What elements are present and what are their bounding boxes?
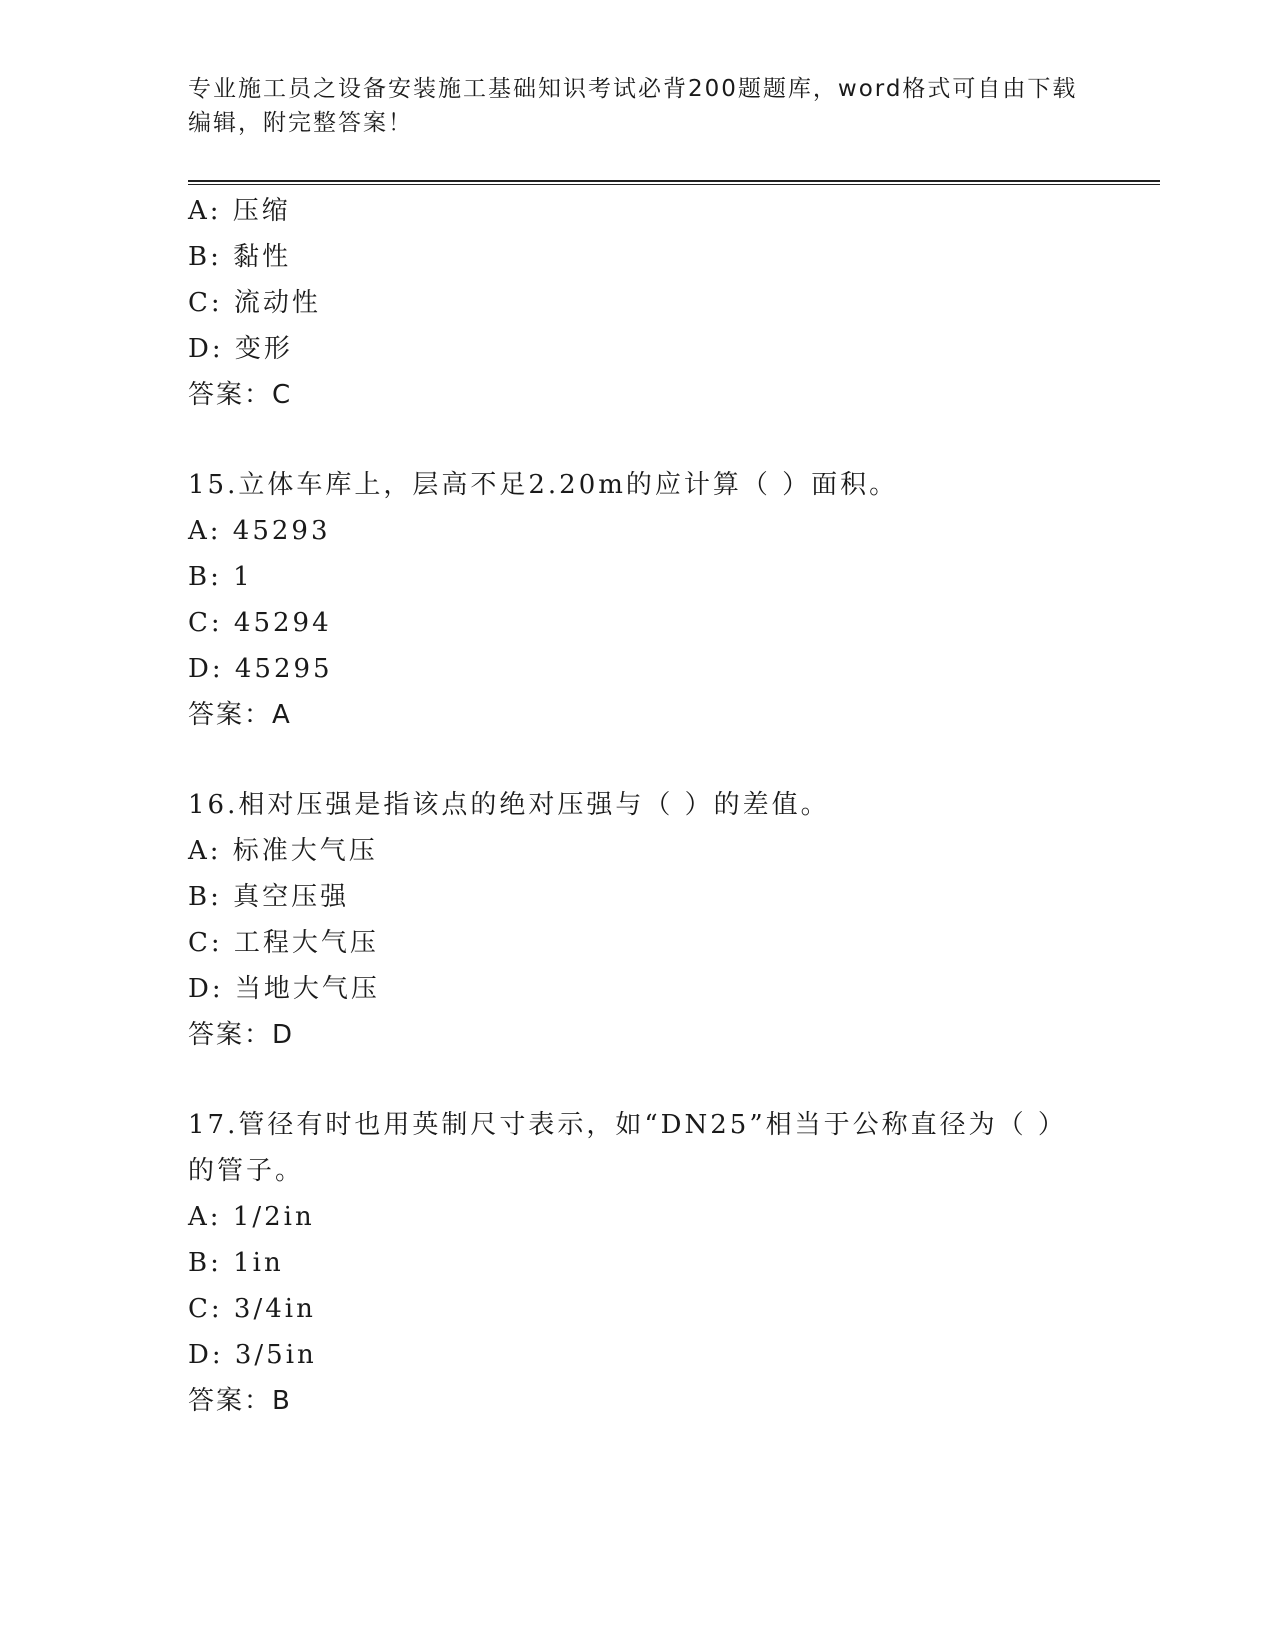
option-d: D: 变形	[188, 334, 293, 364]
answer-line: 答案：C	[188, 380, 293, 410]
document-header: 专业施工员之设备安装施工基础知识考试必背200题题库，word格式可自由下载编辑，附完整答案！	[188, 76, 1078, 136]
option-b: B: 真空压强	[188, 882, 350, 912]
option-a: A: 45293	[188, 516, 331, 546]
option-d: D: 当地大气压	[188, 974, 380, 1004]
answer-line: 答案：D	[188, 1020, 295, 1050]
header-divider	[188, 180, 1160, 185]
question-list	[188, 188, 1148, 1424]
question-block-17	[188, 1102, 1148, 1424]
question-text: 16.相对压强是指该点的绝对压强与（ ）的差值。	[188, 790, 830, 820]
question-text: 17.管径有时也用英制尺寸表示，如“DN25”相当于公称直径为（ ）的管子。	[188, 1110, 1067, 1186]
option-a: A: 1/2in	[188, 1202, 315, 1232]
option-a: A: 标准大气压	[188, 836, 378, 866]
spacer	[188, 418, 1148, 462]
option-b: B: 1	[188, 562, 253, 592]
answer-line: 答案：B	[188, 1386, 292, 1416]
question-block-15	[188, 462, 1148, 738]
question-block-16	[188, 782, 1148, 1058]
answer-line: 答案：A	[188, 700, 292, 730]
option-d: D: 45295	[188, 654, 333, 684]
question-block-14	[188, 188, 1148, 418]
option-c: C: 工程大气压	[188, 928, 379, 958]
option-c: C: 流动性	[188, 288, 321, 318]
option-b: B: 1in	[188, 1248, 284, 1278]
option-c: C: 3/4in	[188, 1294, 316, 1324]
spacer	[188, 738, 1148, 782]
option-c: C: 45294	[188, 608, 332, 638]
spacer	[188, 1058, 1148, 1102]
option-b: B: 黏性	[188, 242, 292, 272]
question-text: 15.立体车库上，层高不足2.20m的应计算（ ）面积。	[188, 470, 899, 500]
option-d: D: 3/5in	[188, 1340, 317, 1370]
option-a: A: 压缩	[188, 196, 291, 226]
